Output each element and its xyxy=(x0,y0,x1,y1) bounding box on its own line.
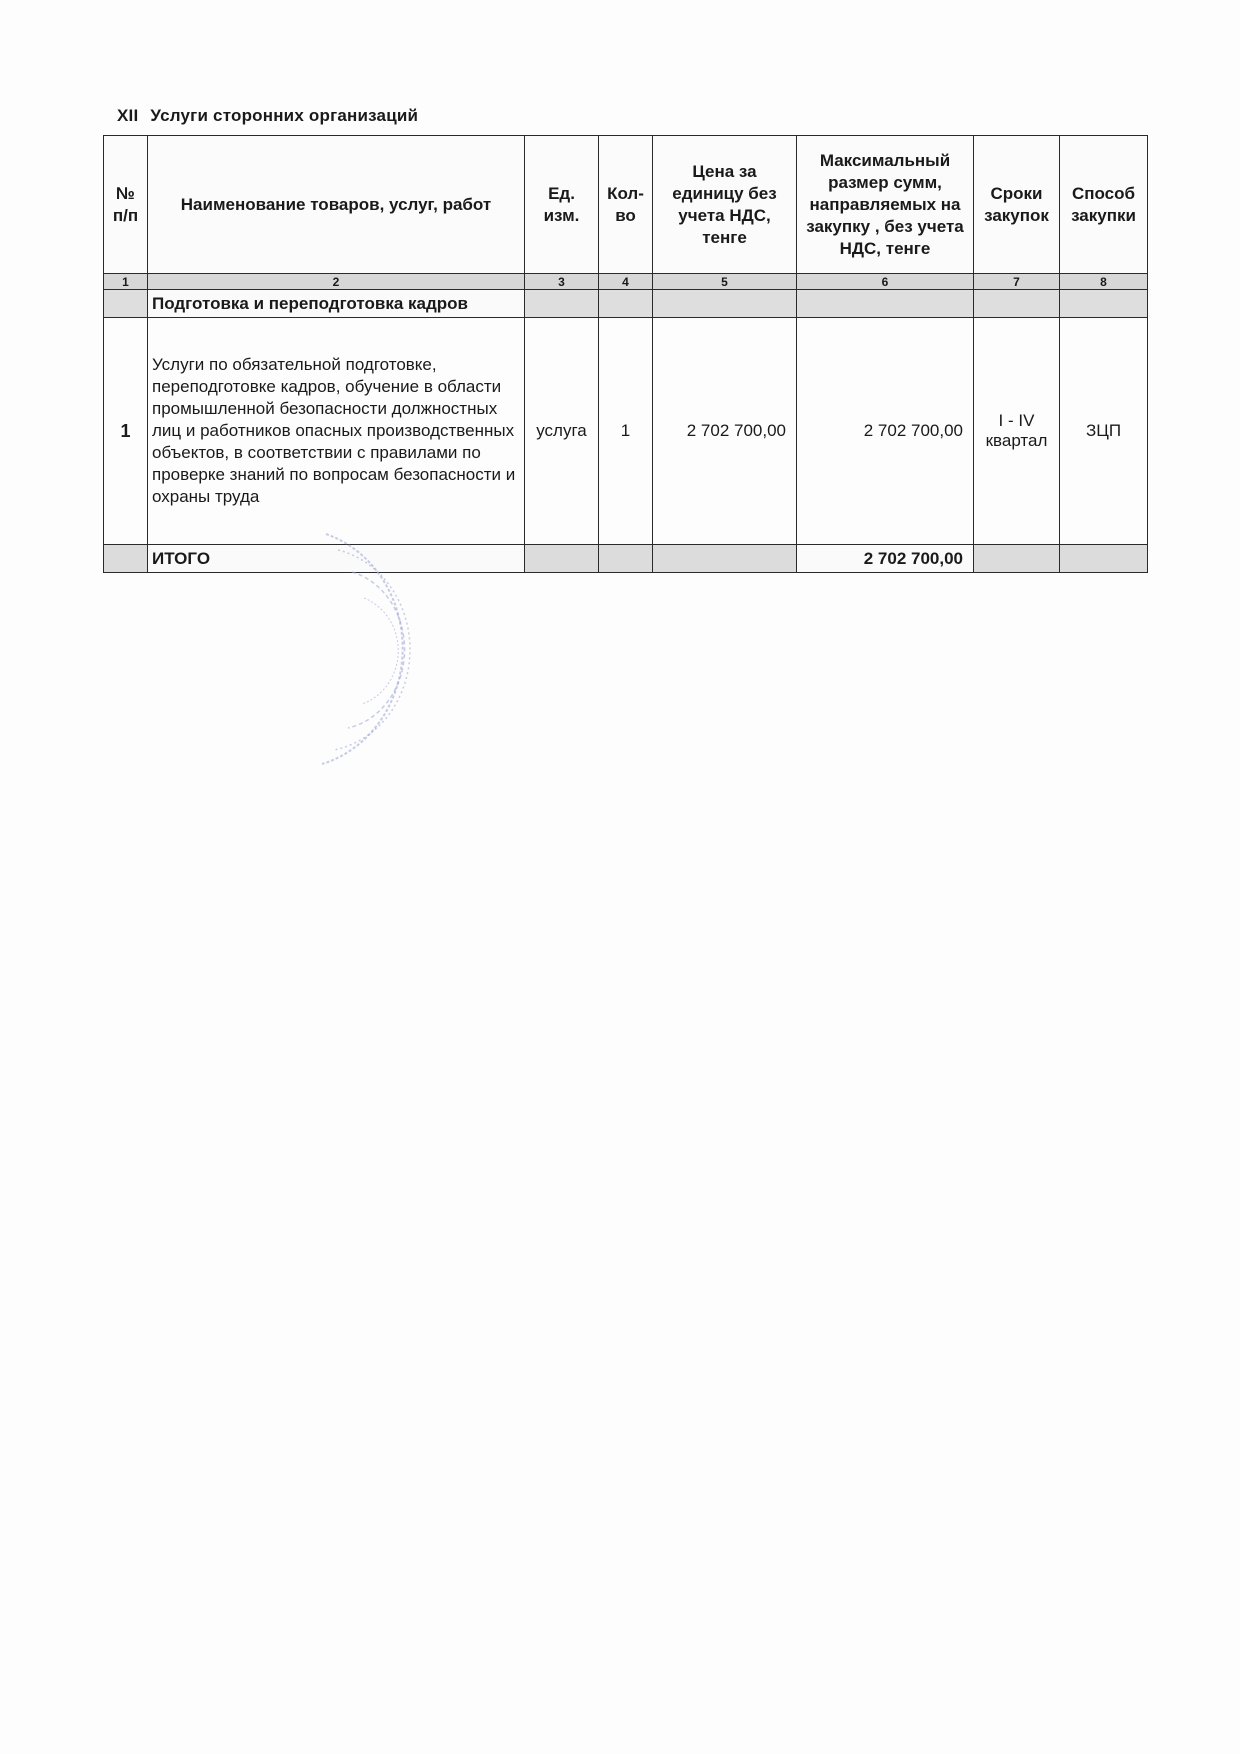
column-header: Наименование товаров, услуг, работ xyxy=(148,136,525,274)
procurement-table xyxy=(103,135,1148,573)
row-name: Услуги по обязательной подготовке, переподготовке кадров, обучение в области промышленной безопасности должностных лиц и работников опасных производственных объектов, в соответствии с правилами по проверке знаний по вопросам безопасности и охраны труда xyxy=(148,318,525,545)
category-row xyxy=(104,290,1148,318)
column-header: № п/п xyxy=(104,136,148,274)
section-title: Услуги сторонних организаций xyxy=(150,106,419,125)
column-header: Цена за единицу без учета НДС, тенге xyxy=(653,136,797,274)
column-number: 1 xyxy=(104,274,148,290)
total-sum: 2 702 700,00 xyxy=(797,545,974,573)
category-blank-cell xyxy=(599,290,653,318)
row-period: I - IV квартал xyxy=(974,318,1060,545)
row-price: 2 702 700,00 xyxy=(653,318,797,545)
column-number: 4 xyxy=(599,274,653,290)
column-number: 5 xyxy=(653,274,797,290)
total-blank-cell xyxy=(974,545,1060,573)
row-method: ЗЦП xyxy=(1060,318,1148,545)
total-blank-cell xyxy=(1060,545,1148,573)
row-unit: услуга xyxy=(525,318,599,545)
column-header: Ед. изм. xyxy=(525,136,599,274)
row-max-sum: 2 702 700,00 xyxy=(797,318,974,545)
total-row xyxy=(104,545,1148,573)
category-name: Подготовка и переподготовка кадров xyxy=(148,290,525,318)
total-label: ИТОГО xyxy=(148,545,525,573)
category-blank-cell xyxy=(974,290,1060,318)
total-blank-cell xyxy=(104,545,148,573)
row-quantity: 1 xyxy=(599,318,653,545)
section-number: XII xyxy=(117,106,139,125)
column-number: 8 xyxy=(1060,274,1148,290)
column-number: 2 xyxy=(148,274,525,290)
total-blank-cell xyxy=(653,545,797,573)
table-header-row xyxy=(104,136,1148,274)
category-blank-cell xyxy=(797,290,974,318)
column-number: 3 xyxy=(525,274,599,290)
category-blank-cell xyxy=(104,290,148,318)
category-blank-cell xyxy=(653,290,797,318)
column-number: 6 xyxy=(797,274,974,290)
category-blank-cell xyxy=(525,290,599,318)
column-number: 7 xyxy=(974,274,1060,290)
category-blank-cell xyxy=(1060,290,1148,318)
column-header: Максимальный размер сумм, направляемых на закупку , без учета НДС, тенге xyxy=(797,136,974,274)
column-header: Сроки закупок xyxy=(974,136,1060,274)
column-header: Кол-во xyxy=(599,136,653,274)
column-header: Способ закупки xyxy=(1060,136,1148,274)
table-row xyxy=(104,318,1148,545)
section-heading xyxy=(117,106,418,126)
column-number-row xyxy=(104,274,1148,290)
row-number: 1 xyxy=(104,318,148,545)
total-blank-cell xyxy=(599,545,653,573)
total-blank-cell xyxy=(525,545,599,573)
